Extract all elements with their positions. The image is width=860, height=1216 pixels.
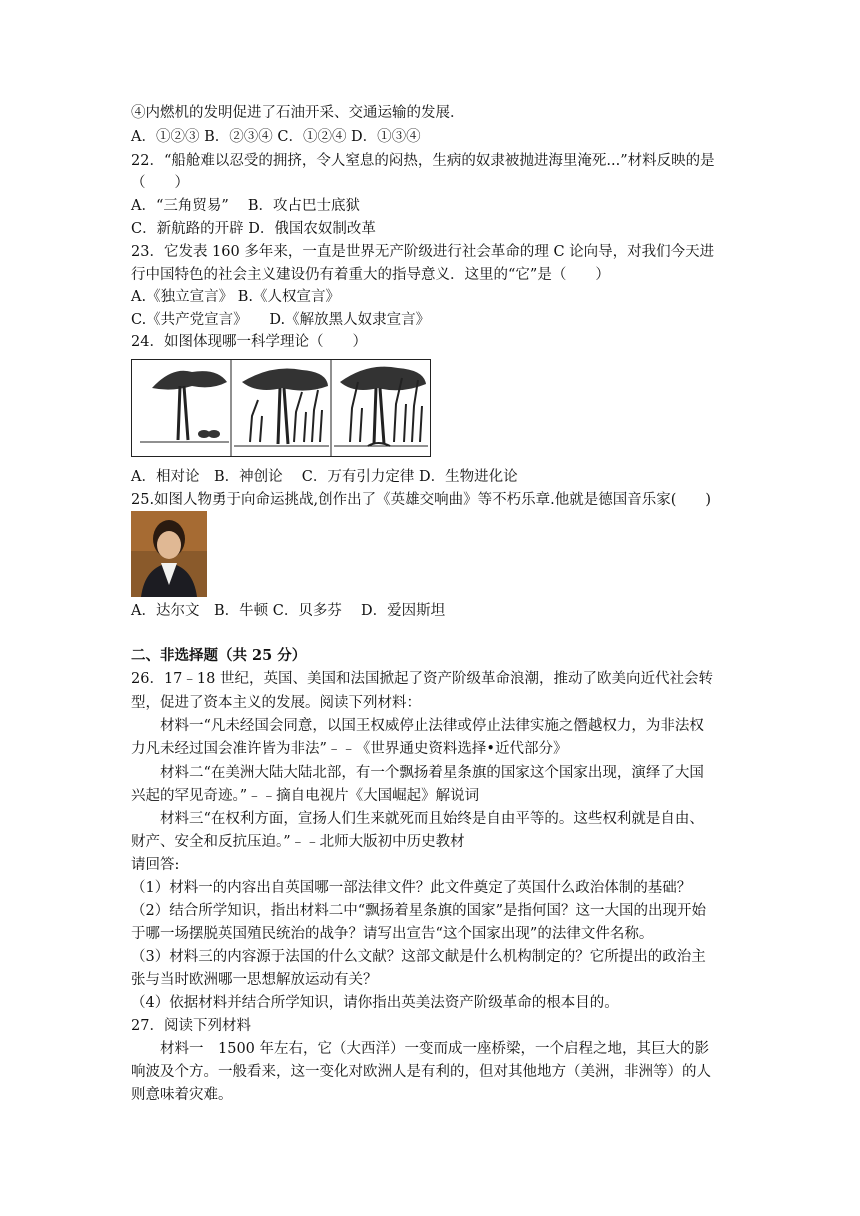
beethoven-portrait	[131, 511, 207, 597]
portrait-drawing	[131, 511, 207, 597]
question-25: 25.如图人物勇于向命运挑战,创作出了《英雄交响曲》等不朽乐章.他就是德国音乐家( )	[131, 492, 712, 508]
material-1-cont: 力凡未经过国会准许皆为非法”﹣﹣《世界通史资料选择•近代部分》	[131, 741, 568, 757]
giraffe-evolution-drawing	[132, 360, 430, 456]
sub-question-2: （2）结合所学知识，指出材料二中“飘扬着星条旗的国家”是指何国？这一大国的出现开始	[131, 903, 707, 919]
answer-prompt: 请回答:	[131, 857, 180, 873]
section-2-heading: 二、非选择题（共 25 分）	[131, 647, 307, 664]
material-2-cont: 兴起的罕见奇迹。”﹣﹣摘自电视片《大国崛起》解说词	[131, 788, 480, 804]
prev-question-options: A．①②③ B．②③④ C．①②④ D．①③④	[131, 129, 421, 145]
sub-question-1: （1）材料一的内容出自英国哪一部法律文件？此文件奠定了英国什么政治体制的基础？	[131, 880, 692, 896]
question-22-blank: （ ）	[131, 175, 189, 191]
question-23-options-ab: A.《独立宣言》 B.《人权宣言》	[131, 289, 340, 305]
question-27: 27．阅读下列材料	[131, 1018, 251, 1034]
material-3-cont: 财产、安全和反抗压迫。”﹣﹣北师大版初中历史教材	[131, 834, 465, 850]
sub-question-3: （3）材料三的内容源于法国的什么文献？这部文献是什么机构制定的？它所提出的政治主	[131, 949, 706, 965]
material-3: 材料三“在权利方面，宣扬人们生来就死而且始终是自由平等的。这些权利就是自由、	[160, 811, 704, 827]
question-24-options: A．相对论 B．神创论 C．万有引力定律 D．生物进化论	[131, 469, 518, 485]
material-2: 材料二“在美洲大陆大陆北部，有一个飘扬着星条旗的国家这个国家出现，演绎了大国	[160, 765, 704, 781]
question-23-cont: 行中国特色的社会主义建设仍有着重大的指导意义．这里的“它”是（ ）	[131, 267, 610, 283]
question-24: 24．如图体现哪一科学理论（ ）	[131, 334, 367, 350]
material-27-1-end: 则意味着灾难。	[131, 1087, 233, 1103]
material-27-1-cont: 响波及个方。一般看来，这一变化对欧洲人是有利的，但对其他地方（美洲，非洲等）的人	[131, 1064, 711, 1080]
question-23: 23．它发表 160 多年来，一直是世界无产阶级进行社会革命的理 C 论向导，对我们今天进	[131, 244, 715, 260]
sub-question-2-cont: 于哪一场摆脱英国殖民统治的战争？请写出宣告“这个国家出现”的法律文件名称。	[131, 926, 654, 942]
sub-question-3-cont: 张与当时欧洲哪一思想解放运动有关？	[131, 972, 378, 988]
question-26: 26．17﹣18 世纪，英国、美国和法国掀起了资产阶级革命浪潮，推动了欧美向近代社会转	[131, 671, 713, 687]
question-22-options-cd: C．新航路的开辟 D．俄国农奴制改革	[131, 221, 376, 237]
material-1: 材料一“凡未经国会同意，以国王权威停止法律或停止法律实施之僭越权力，为非法权	[160, 718, 704, 734]
question-25-options: A．达尔文 B．牛顿 C．贝多芬 D．爱因斯坦	[131, 603, 446, 619]
question-23-options-cd: C.《共产党宣言》 D.《解放黑人奴隶宣言》	[131, 312, 431, 328]
giraffe-evolution-figure	[131, 359, 431, 457]
sub-question-4: （4）依据材料并结合所学知识，请你指出英美法资产阶级革命的根本目的。	[131, 995, 619, 1011]
question-26-cont: 型，促进了资本主义的发展。阅读下列材料：	[131, 695, 421, 711]
question-22-options-ab: A．“三角贸易” B．攻占巴士底狱	[131, 198, 361, 214]
question-22: 22．“船舱难以忍受的拥挤，令人窒息的闷热，生病的奴隶被抛进海里淹死...”材料反映的是	[131, 153, 715, 169]
material-27-1: 材料一 1500 年左右，它（大西洋）一变而成一座桥梁，一个启程之地，其巨大的影	[160, 1041, 710, 1057]
prev-question-statement: ④内燃机的发明促进了石油开采、交通运输的发展．	[131, 105, 465, 121]
